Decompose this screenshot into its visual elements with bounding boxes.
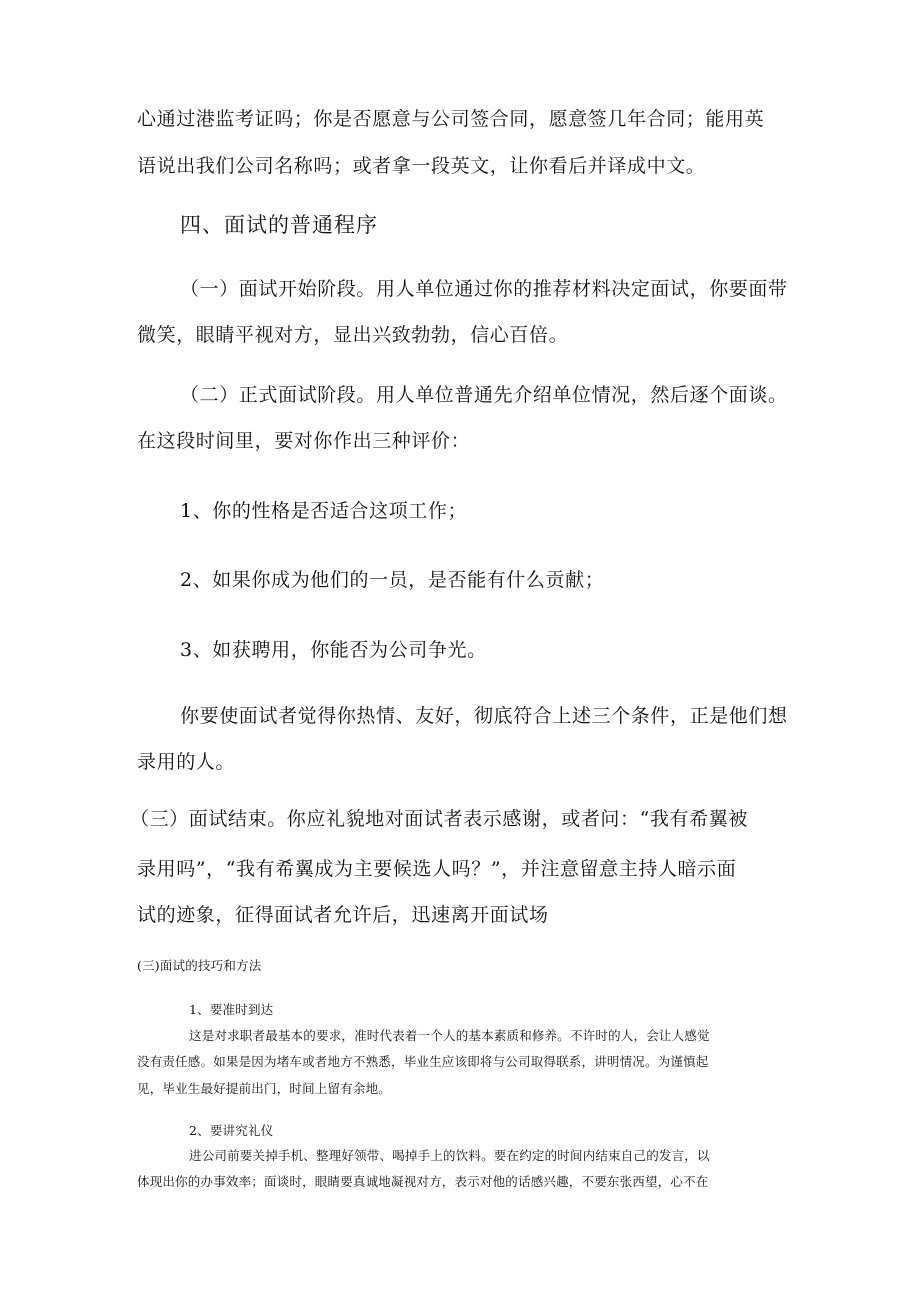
list-item: 1、你的性格是否适合这项工作； (180, 500, 468, 522)
paragraph-line: 体现出你的办事效率；面谈时，眼睛要真诚地凝视对方，表示对他的话感兴趣，不要东张西望，心不在 (137, 1174, 709, 1189)
paragraph-line: （三）面试结束。你应礼貌地对面试者表示感谢，或者问：“我有希翼被 (130, 808, 748, 830)
paragraph-line: 你要使面试者觉得你热情、友好，彻底符合上述三个条件，正是他们想 (180, 705, 788, 727)
paragraph-line: 进公司前要关掉手机、整理好领带、喝掉手上的饮料。要在约定的时间内结束自己的发言，以 (189, 1148, 710, 1163)
paragraph-line: 在这段时间里，要对你作出三种评价： (137, 430, 471, 452)
section-heading: 四、面试的普通程序 (180, 213, 378, 237)
paragraph-line: 没有责任感。如果是因为堵车或者地方不熟悉，毕业生应该即将与公司取得联系，讲明情况。为谨慎起 (137, 1054, 709, 1069)
tip-title: 2、要讲究礼仪 (189, 1123, 274, 1138)
paragraph-line: 语说出我们公司名称吗；或者拿一段英文，让你看后并译成中文。 (137, 155, 706, 177)
subsection-heading: (三)面试的技巧和方法 (137, 958, 262, 973)
list-item: 3、如获聘用，你能否为公司争光。 (180, 639, 487, 661)
paragraph-line: 录用的人。 (137, 751, 236, 773)
paragraph-line: （一）面试开始阶段。用人单位通过你的推荐材料决定面试，你要面带 (180, 278, 788, 300)
paragraph-line: 这是对求职者最基本的要求，准时代表着一个人的基本素质和修养。不许时的人，会让人感觉 (189, 1028, 710, 1043)
paragraph-line: 微笑，眼睛平视对方，显出兴致勃勃，信心百倍。 (137, 324, 569, 346)
paragraph-line: 录用吗”，“我有希翼成为主要候选人吗？”，并注意留意主持人暗示面 (137, 858, 737, 880)
paragraph-line: （二）正式面试阶段。用人单位普通先介绍单位情况，然后逐个面谈。 (180, 384, 788, 406)
paragraph-line: 见，毕业生最好提前出门，时间上留有余地。 (137, 1081, 392, 1096)
paragraph-line: 心通过港监考证吗；你是否愿意与公司签合同，愿意签几年合同；能用英 (137, 108, 765, 130)
tip-title: 1、要准时到达 (189, 1002, 274, 1017)
paragraph-line: 试的迹象，征得面试者允许后，迅速离开面试场 (137, 904, 549, 926)
list-item: 2、如果你成为他们的一员，是否能有什么贡献； (180, 569, 605, 591)
